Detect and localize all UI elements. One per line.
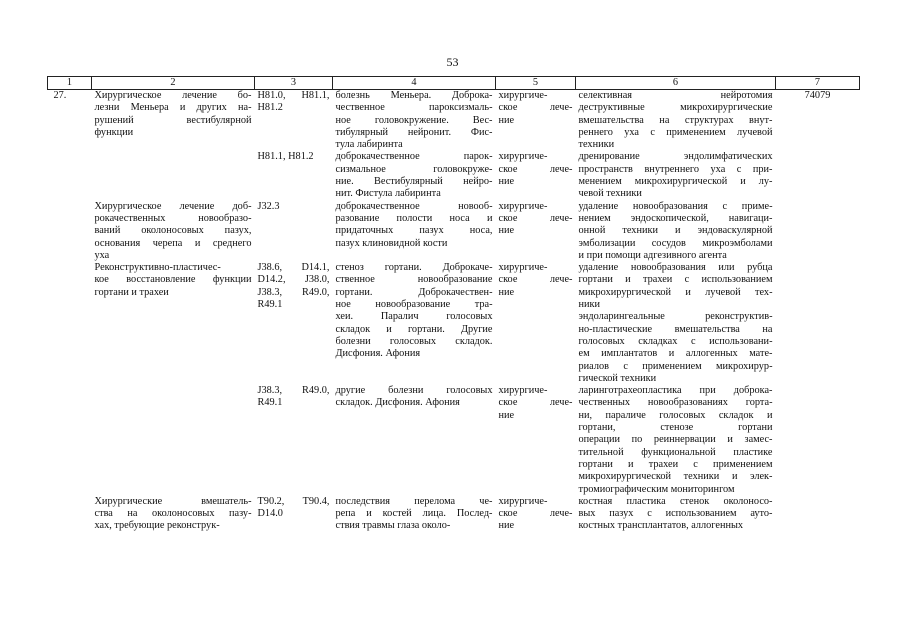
treatment-method: [576, 151, 776, 200]
treatment-method-line: микрохирургической техники и элек-: [578, 471, 773, 483]
treatment-method-line: реннего уха с применением лучевой: [578, 126, 773, 138]
care-type-line: хирургиче-: [498, 200, 548, 212]
treatment-name-line: Хирургическое лечение бо-: [94, 90, 252, 101]
care-type-line: хирургиче-: [498, 495, 548, 507]
table-row: [48, 201, 860, 262]
table-row: [48, 90, 860, 152]
diagnosis-line: последствия перелома че-: [335, 495, 493, 507]
treatment-method-line: удаление новообразования с приме-: [578, 200, 773, 212]
price: [776, 385, 860, 496]
treatment-method: [576, 385, 776, 496]
icd-codes-line: R49.1: [257, 397, 283, 409]
icd-codes: [255, 262, 333, 385]
treatment-method-line: ники: [578, 299, 601, 311]
care-type: [496, 262, 576, 385]
care-type-line: ское лече-: [498, 212, 573, 224]
icd-codes: [255, 496, 333, 533]
price: [776, 201, 860, 262]
icd-codes: [255, 151, 333, 200]
treatment-name: [92, 496, 255, 533]
icd-codes-line: H81.0, H81.1,: [257, 90, 330, 101]
diagnosis-line: ное головокружение. Вес-: [335, 114, 493, 126]
table-row: [48, 496, 860, 533]
diagnosis-line: стеноз гортани. Доброкаче-: [335, 262, 493, 274]
diagnosis-line: тибулярный нейронит. Фис-: [335, 126, 493, 138]
care-type-line: ние: [498, 114, 515, 126]
treatment-method-line: онной техники и эндоваскулярной: [578, 225, 773, 237]
diagnosis-line: ние. Вестибулярный нейро-: [335, 176, 493, 188]
table-row: [48, 385, 860, 496]
care-type-line: ское лече-: [498, 274, 573, 286]
diagnosis-line: гортани. Доброкачествен-: [335, 286, 493, 298]
care-type: [496, 151, 576, 200]
treatment-method-line: голосовых складках с использовани-: [578, 335, 773, 347]
care-type-line: ское лече-: [498, 397, 573, 409]
treatment-method-line: деструктивные микрохирургические: [578, 102, 773, 114]
column-number-5: 5: [496, 77, 576, 90]
treatment-method-line: ем имплантатов и аллогенных мате-: [578, 348, 773, 360]
icd-codes-line: T90.2, T90.4,: [257, 495, 330, 507]
diagnosis-line: Дисфония. Афония: [335, 348, 421, 360]
diagnosis-line: хеи. Паралич голосовых: [335, 311, 493, 323]
treatment-method-line: костных трансплантатов, аллогенных: [578, 520, 744, 532]
column-number-4: 4: [333, 77, 496, 90]
icd-codes-line: D14.2, J38.0,: [257, 274, 330, 286]
treatment-method-line: и при помощи адгезивного агента: [578, 249, 727, 261]
diagnosis-line: ственное новообразование: [335, 274, 493, 286]
table-row: [48, 151, 860, 200]
icd-codes-line: H81.1, H81.2: [257, 151, 314, 163]
treatment-method-line: тромиографическим мониторингом: [578, 483, 735, 495]
care-type-line: хирургиче-: [498, 385, 548, 397]
diagnosis-line: репа и костей лица. Послед-: [335, 508, 493, 520]
care-type-line: ние: [498, 409, 515, 421]
treatment-method-line: ни, параличе голосовых складок и: [578, 409, 773, 421]
treatment-method-line: нением эндоскопической, навигаци-: [578, 212, 773, 224]
diagnosis-line: доброкачественное парок-: [335, 151, 493, 163]
treatment-method-line: чественных новообразованиях горта-: [578, 397, 773, 409]
diagnosis-line: складок и гортани. Другие: [335, 323, 493, 335]
treatment-name-line: ства на околоносовых пазу-: [94, 508, 252, 520]
entry-number: [48, 385, 92, 496]
treatment-method-line: ларинготрахеопластика при доброка-: [578, 385, 773, 397]
column-number-row: [48, 77, 860, 90]
treatment-name-line: хах, требующие реконструк-: [94, 520, 220, 532]
treatment-method: [576, 201, 776, 262]
treatment-name-line: функции: [94, 126, 134, 138]
care-type-line: ние: [498, 286, 515, 298]
entry-number: [48, 151, 92, 200]
diagnosis-line: доброкачественное новооб-: [335, 200, 493, 212]
treatment-name-line: Хирургическое лечение доб-: [94, 200, 252, 212]
column-number-7: 7: [776, 77, 860, 90]
diagnosis-line: ствия травмы глаза около-: [335, 520, 451, 532]
treatment-name-line: основания черепа и среднего: [94, 237, 252, 249]
services-table: [47, 76, 860, 533]
treatment-method-line: гортани и трахеи с использованием: [578, 274, 773, 286]
diagnosis-line: болезни голосовых складок.: [335, 335, 493, 347]
treatment-name-line: лезни Меньера и других на-: [94, 102, 252, 114]
treatment-method-line: удаление новообразования или рубца: [578, 262, 773, 274]
entry-number: [48, 201, 92, 262]
treatment-name-line: гортани и трахеи: [94, 286, 169, 298]
treatment-name-line: рушений вестибулярной: [94, 114, 252, 126]
column-number-1: 1: [48, 77, 92, 90]
icd-codes-line: J38.6, D14.1,: [257, 262, 330, 274]
treatment-name: [92, 90, 255, 152]
diagnosis: [333, 90, 496, 152]
icd-codes: [255, 201, 333, 262]
treatment-method-line: менением микрохирургической и лу-: [578, 176, 773, 188]
diagnosis: [333, 262, 496, 385]
diagnosis-line: пазух клиновидной кости: [335, 237, 448, 249]
treatment-method-line: эндоларингеальные реконструктив-: [578, 311, 773, 323]
treatment-method-line: гической техники: [578, 372, 657, 384]
treatment-method-line: эмболизации сосудов микроэмболами: [578, 237, 773, 249]
diagnosis-line: придаточных пазух носа,: [335, 225, 493, 237]
treatment-method-line: гортани, стенозе гортани: [578, 422, 773, 434]
treatment-method: [576, 262, 776, 385]
treatment-name-empty: [92, 385, 255, 496]
diagnosis-line: ное новообразование тра-: [335, 299, 493, 311]
column-number-3: 3: [255, 77, 333, 90]
column-number-2: 2: [92, 77, 255, 90]
care-type: [496, 496, 576, 533]
treatment-method-line: селективная нейротомия: [578, 90, 773, 101]
care-type: [496, 90, 576, 152]
treatment-method-line: вых пазух с использованием ауто-: [578, 508, 773, 520]
icd-codes-line: J32.3: [257, 200, 280, 212]
treatment-method-line: техники: [578, 139, 615, 151]
price: [776, 151, 860, 200]
icd-codes-line: J38.3, R49.0,: [257, 385, 330, 397]
diagnosis: [333, 496, 496, 533]
care-type: [496, 385, 576, 496]
diagnosis-line: сизмальное головокруже-: [335, 163, 493, 175]
treatment-name-line: уха: [94, 249, 110, 261]
treatment-method-line: микрохирургической и лучевой тех-: [578, 286, 773, 298]
entry-number: [48, 262, 92, 385]
icd-codes-line: H81.2: [257, 102, 283, 114]
treatment-method-line: тительной функциональной пластике: [578, 446, 773, 458]
treatment-name-line: Реконструктивно-пластичес-: [94, 262, 221, 274]
diagnosis-line: болезнь Меньера. Доброка-: [335, 90, 493, 101]
column-number-6: 6: [576, 77, 776, 90]
care-type-line: ское лече-: [498, 163, 573, 175]
table-row: [48, 262, 860, 385]
treatment-method: [576, 90, 776, 152]
page-number: 53: [446, 55, 459, 69]
treatment-method-line: чевой техники: [578, 188, 642, 200]
treatment-method-line: костная пластика стенок околоносо-: [578, 495, 773, 507]
care-type-line: хирургиче-: [498, 262, 548, 274]
treatment-method-line: риалов с применением микрохирур-: [578, 360, 773, 372]
care-type-line: хирургиче-: [498, 90, 548, 101]
treatment-method-line: вмешательства на структурах внут-: [578, 114, 773, 126]
diagnosis-line: складок. Дисфония. Афония: [335, 397, 460, 409]
treatment-name: [92, 201, 255, 262]
diagnosis: [333, 385, 496, 496]
treatment-name-line: ваний околоносовых пазух,: [94, 225, 252, 237]
diagnosis: [333, 201, 496, 262]
treatment-method-line: гортани и трахеи с применением: [578, 458, 773, 470]
diagnosis: [333, 151, 496, 200]
treatment-method-line: но-пластические вмешательства на: [578, 323, 773, 335]
care-type-line: ние: [498, 520, 515, 532]
care-type-line: ние: [498, 176, 515, 188]
treatment-method-line: дренирование эндолимфатических: [578, 151, 773, 163]
treatment-method-line: операции по реиннервации и замес-: [578, 434, 773, 446]
icd-codes: [255, 90, 333, 152]
care-type-line: ское лече-: [498, 102, 573, 114]
care-type-line: ние: [498, 225, 515, 237]
treatment-name-empty: [92, 151, 255, 200]
treatment-name-line: рокачественных новообразо-: [94, 212, 252, 224]
entry-number: 27.: [53, 90, 67, 101]
care-type-line: хирургиче-: [498, 151, 548, 163]
treatment-method-line: пространств внутреннего уха с при-: [578, 163, 773, 175]
treatment-name-line: кое восстановление функции: [94, 274, 252, 286]
icd-codes-line: R49.1: [257, 299, 283, 311]
care-type-line: ское лече-: [498, 508, 573, 520]
price: [776, 496, 860, 533]
diagnosis-line: нит. Фистула лабиринта: [335, 188, 441, 200]
treatment-name-line: Хирургические вмешатель-: [94, 495, 252, 507]
icd-codes-line: D14.0: [257, 508, 283, 520]
price: [776, 262, 860, 385]
entry-number: [48, 496, 92, 533]
icd-codes: [255, 385, 333, 496]
treatment-method: [576, 496, 776, 533]
diagnosis-line: чественное пароксизмаль-: [335, 102, 493, 114]
care-type: [496, 201, 576, 262]
icd-codes-line: J38.3, R49.0,: [257, 286, 330, 298]
price: 74079: [804, 90, 831, 101]
diagnosis-line: разование полости носа и: [335, 212, 493, 224]
diagnosis-line: другие болезни голосовых: [335, 385, 493, 397]
diagnosis-line: тула лабиринта: [335, 139, 403, 151]
treatment-name: [92, 262, 255, 385]
